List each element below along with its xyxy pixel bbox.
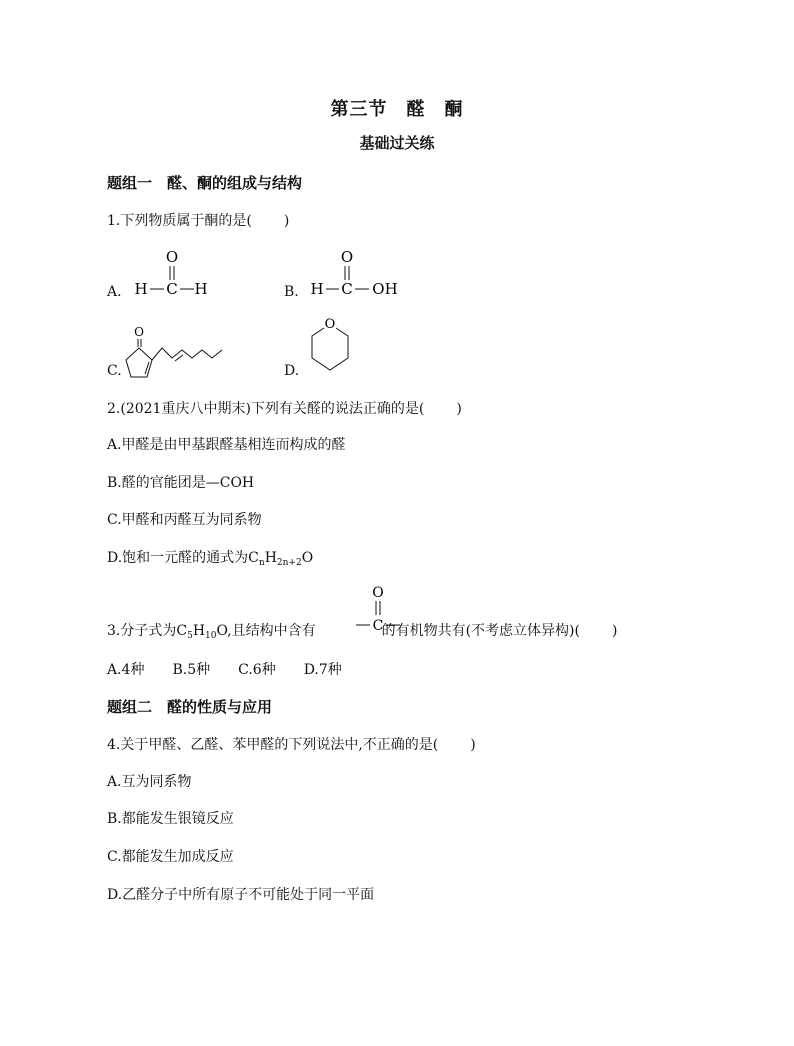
question-3-option-b: B.5种 xyxy=(172,662,211,678)
atom-o: O xyxy=(134,325,144,339)
question-1-text: 1.下列物质属于酮的是( xyxy=(107,213,252,229)
atom-h-right: H xyxy=(194,280,208,298)
question-3-option-d: D.7种 xyxy=(303,662,342,678)
question-4-option-b: B.都能发生银镜反应 xyxy=(107,811,234,827)
formula-h: H xyxy=(192,623,206,639)
atom-c: C xyxy=(166,280,178,298)
question-4-close-paren: ) xyxy=(470,737,476,753)
formaldehyde-structure xyxy=(130,246,220,302)
question-4-option-d: D.乙醛分子中所有原子不可能处于同一平面 xyxy=(107,887,375,903)
formula-sub-5: 5 xyxy=(187,631,193,641)
question-2-option-d xyxy=(107,547,313,568)
question-4-stem xyxy=(107,734,476,754)
question-2-option-b: B.醛的官能团是—COH xyxy=(107,475,255,491)
question-4-option-c: C.都能发生加成反应 xyxy=(107,849,234,865)
formula-sub-n: n xyxy=(258,558,265,568)
question-4-text: 4.关于甲醛、乙醛、苯甲醛的下列说法中,不正确的是( xyxy=(107,737,439,753)
atom-oh: OH xyxy=(372,280,398,298)
question-3-text: 3.分子式为C xyxy=(107,623,188,639)
section-heading-group2: 题组二 醛的性质与应用 xyxy=(107,698,273,716)
q1-option-c-label: C. xyxy=(107,363,122,379)
formula-o: O xyxy=(301,550,314,566)
question-2-option-c: C.甲醛和丙醛互为同系物 xyxy=(107,512,262,528)
question-3-option-c: C.6种 xyxy=(238,662,276,678)
question-1-stem xyxy=(107,210,289,230)
cyclopentenone-structure xyxy=(118,322,228,384)
formula-prefix: D.饱和一元醛的通式为C xyxy=(107,550,259,566)
atom-o: O xyxy=(324,317,336,332)
formula-sub-2n2: 2n+2 xyxy=(276,558,302,568)
tetrahydropyran-structure xyxy=(306,314,356,382)
formula-h: H xyxy=(264,550,277,566)
atom-o: O xyxy=(165,248,179,266)
atom-h-left: H xyxy=(134,280,148,298)
question-2-stem xyxy=(107,398,462,418)
q1-option-a-label: A. xyxy=(107,284,122,300)
page-subtitle: 基础过关练 xyxy=(359,134,435,152)
formula-sub-10: 10 xyxy=(205,631,217,641)
question-3-option-a: A.4种 xyxy=(107,662,145,678)
question-4-option-a: A.互为同系物 xyxy=(107,774,192,790)
question-3-text-after: 的有机物共有(不考虑立体异构)( xyxy=(381,623,580,639)
atom-c: C xyxy=(372,618,384,634)
carbonyl-group-structure xyxy=(352,583,404,639)
question-3-text-mid: O,且结构中含有 xyxy=(216,623,316,639)
question-3-close-paren: ) xyxy=(611,623,618,639)
atom-o: O xyxy=(340,248,354,266)
question-2-option-a: A.甲醛是由甲基跟醛基相连而构成的醛 xyxy=(107,437,346,453)
q1-option-d-label: D. xyxy=(284,363,300,379)
section-heading-group1: 题组一 醛、酮的组成与结构 xyxy=(107,174,303,192)
atom-c: C xyxy=(341,280,353,298)
atom-h-left: H xyxy=(310,280,324,298)
question-2-close-paren: ) xyxy=(456,401,462,417)
q1-option-b-label: B. xyxy=(284,284,299,300)
formic-acid-structure xyxy=(305,246,415,302)
atom-o: O xyxy=(372,585,384,601)
question-1-close-paren: ) xyxy=(283,213,290,229)
question-2-text: 2.(2021重庆八中期末)下列有关醛的说法正确的是( xyxy=(107,401,425,417)
page-title: 第三节 醛 酮 xyxy=(330,99,464,120)
question-3-options xyxy=(107,659,342,679)
